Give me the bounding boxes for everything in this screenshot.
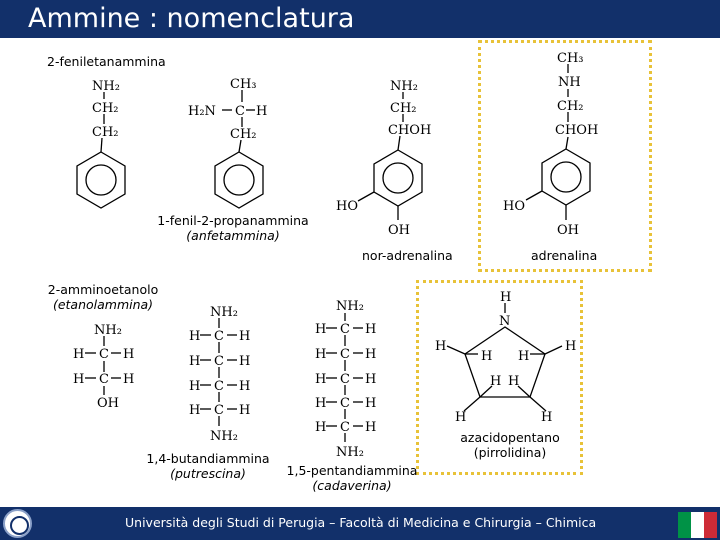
pen-h9: H (315, 420, 327, 435)
adr-ch2: CH₂ (557, 99, 584, 114)
pyr-h-mid1: H (490, 374, 502, 389)
but-h1: H (189, 329, 201, 344)
label-azacyclopentane (448, 430, 572, 460)
pen-h3: H (315, 347, 327, 362)
flag-red-stripe (704, 512, 717, 538)
ethanolamine-iupac: 2-amminoetanolo (47, 282, 159, 297)
nor-oh: OH (388, 223, 410, 238)
footer-text: Università degli Studi di Perugia – Facoltà di Medicina e Chirurgia – Chimica (125, 515, 597, 530)
amph-ch3: CH₃ (230, 77, 257, 92)
amph-c: C (235, 104, 245, 119)
eth-nh2: NH₂ (94, 323, 122, 338)
pea-nh2: NH₂ (92, 79, 120, 94)
label-noradrenaline: nor-adrenalina (362, 248, 453, 263)
but-c4: C (214, 403, 224, 418)
pyr-h-top: H (500, 290, 512, 305)
university-seal-icon (3, 509, 32, 538)
eth-c1: C (99, 347, 109, 362)
pea-ch2: CH₂ (92, 101, 119, 116)
pen-c2: C (340, 347, 350, 362)
but-c2: C (214, 354, 224, 369)
pyr-h-bl: H (455, 410, 467, 425)
pen-h1: H (315, 322, 327, 337)
eth-h3: H (73, 372, 85, 387)
but-c3: C (214, 379, 224, 394)
flag-white-stripe (691, 512, 704, 538)
pen-nh2-top: NH₂ (336, 299, 364, 314)
pentanediamine-common: (cadaverina) (312, 478, 392, 493)
pen-nh2-bottom: NH₂ (336, 445, 364, 460)
amph-ch2: CH₂ (230, 127, 257, 142)
pyr-h-right1: H (518, 349, 530, 364)
italian-flag-icon (678, 512, 717, 538)
but-h8: H (239, 403, 251, 418)
but-h2: H (239, 329, 251, 344)
pen-h8: H (365, 396, 377, 411)
azacyclopentane-common: (pirrolidina) (473, 445, 547, 460)
eth-c2: C (99, 372, 109, 387)
pen-c3: C (340, 372, 350, 387)
pen-h4: H (365, 347, 377, 362)
amph-h: H (256, 104, 268, 119)
eth-h1: H (73, 347, 85, 362)
label-butanediamine (140, 451, 276, 481)
but-h4: H (239, 354, 251, 369)
nor-nh2: NH₂ (390, 79, 418, 94)
pea-ch2-2: CH₂ (92, 125, 119, 140)
pyr-h-left1: H (435, 339, 447, 354)
eth-h4: H (123, 372, 135, 387)
label-ethanolamine (43, 282, 163, 312)
but-nh2-top: NH₂ (210, 305, 238, 320)
pen-h5: H (315, 372, 327, 387)
amphetamine-common: (anfetammina) (186, 228, 280, 243)
azacyclopentane-iupac: azacidopentano (460, 430, 560, 445)
but-h5: H (189, 379, 201, 394)
pyr-n: N (499, 314, 511, 329)
eth-h2: H (123, 347, 135, 362)
ethanolamine-common: (etanolammina) (52, 297, 154, 312)
but-h7: H (189, 403, 201, 418)
but-c1: C (214, 329, 224, 344)
label-phenylethylamine: 2-feniletanammina (47, 54, 166, 69)
butanediamine-common: (putrescina) (170, 466, 246, 481)
pyr-h-br: H (541, 410, 553, 425)
but-h3: H (189, 354, 201, 369)
pen-h7: H (315, 396, 327, 411)
pen-c4: C (340, 396, 350, 411)
flag-green-stripe (678, 512, 691, 538)
amphetamine-iupac: 1-fenil-2-propanammina (157, 213, 309, 228)
label-pentanediamine (282, 463, 422, 493)
adr-oh: OH (557, 223, 579, 238)
pen-h2: H (365, 322, 377, 337)
footer-bar (0, 507, 720, 540)
pyr-h-left2: H (481, 349, 493, 364)
pen-c1: C (340, 322, 350, 337)
adr-ho: HO (503, 199, 525, 214)
pyr-h-right2: H (565, 339, 577, 354)
but-h6: H (239, 379, 251, 394)
label-adrenaline: adrenalina (531, 248, 598, 263)
pen-c5: C (340, 420, 350, 435)
adr-nh: NH (558, 75, 581, 90)
pentanediamine-iupac: 1,5-pentandiammina (286, 463, 418, 478)
but-nh2-bottom: NH₂ (210, 429, 238, 444)
pyr-h-mid2: H (508, 374, 520, 389)
nor-choh: CHOH (388, 123, 432, 138)
label-amphetamine (148, 213, 318, 243)
nor-ch2: CH₂ (390, 101, 417, 116)
slide-title: Ammine : nomenclatura (28, 3, 355, 34)
pen-h10: H (365, 420, 377, 435)
amph-h2n: H₂N (188, 104, 216, 119)
adr-choh: CHOH (555, 123, 599, 138)
butanediamine-iupac: 1,4-butandiammina (146, 451, 270, 466)
adr-ch3: CH₃ (557, 51, 584, 66)
pen-h6: H (365, 372, 377, 387)
eth-oh: OH (97, 396, 119, 411)
nor-ho: HO (336, 199, 358, 214)
